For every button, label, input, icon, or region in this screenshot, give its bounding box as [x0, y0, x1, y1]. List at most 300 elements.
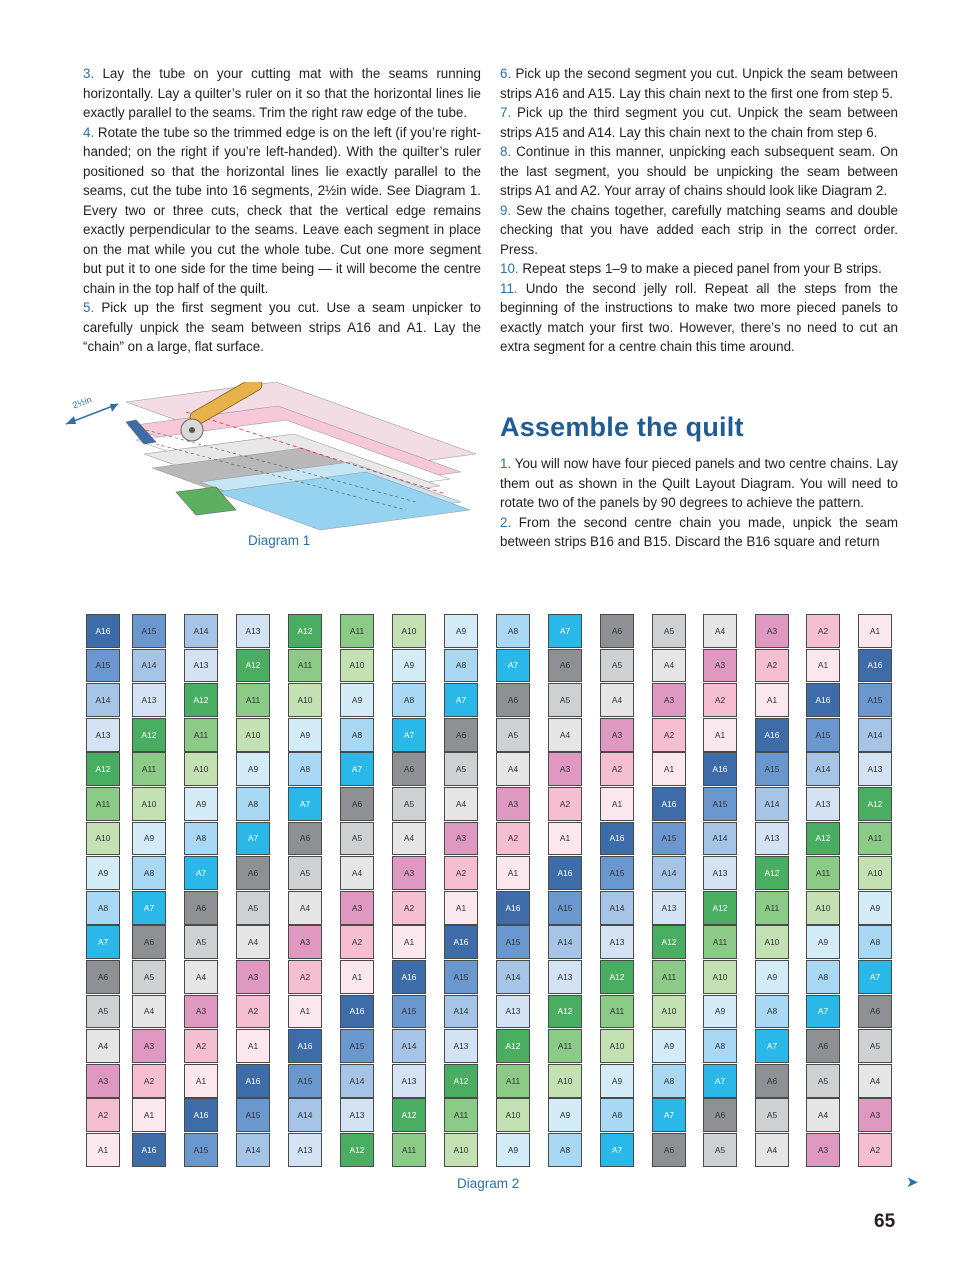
strip-square: A7: [392, 718, 426, 752]
step-text: Pick up the third segment you cut. Unpick the seam between strips A15 and A14. Lay this chain next to the chain from step 6.: [500, 105, 898, 140]
strip-square: A10: [132, 787, 166, 821]
strip-square: A7: [858, 960, 892, 994]
step-number: 9.: [500, 202, 512, 218]
assemble-instructions: [500, 454, 898, 552]
strip-square: A6: [652, 1133, 686, 1167]
strip-square: A11: [548, 1029, 582, 1063]
strip-square: A3: [132, 1029, 166, 1063]
strip-square: A14: [392, 1029, 426, 1063]
strip-square: A5: [340, 822, 374, 856]
instruction-step: [83, 64, 481, 123]
strip-square: A16: [652, 787, 686, 821]
strip-square: A2: [548, 787, 582, 821]
step-number: 4.: [83, 124, 95, 140]
strip-square: A7: [236, 822, 270, 856]
instruction-step: [500, 454, 898, 513]
strip-square: A8: [392, 683, 426, 717]
strip-square: A1: [548, 822, 582, 856]
strip-square: A16: [444, 925, 478, 959]
strip-square: A7: [755, 1029, 789, 1063]
strip-square: A13: [806, 787, 840, 821]
strip-square: A8: [548, 1133, 582, 1167]
strip-square: A10: [652, 995, 686, 1029]
strip-square: A3: [858, 1098, 892, 1132]
strip-square: A9: [288, 718, 322, 752]
strip-square: A16: [236, 1064, 270, 1098]
step-number: 11.: [500, 280, 518, 296]
strip-square: A12: [132, 718, 166, 752]
strip-square: A7: [652, 1098, 686, 1132]
strip-square: A5: [392, 787, 426, 821]
strip-square: A14: [86, 683, 120, 717]
instructions-left-column: [83, 64, 481, 357]
strip-square: A8: [652, 1064, 686, 1098]
strip-square: A14: [184, 614, 218, 648]
strip-square: A12: [288, 614, 322, 648]
instruction-step: [500, 201, 898, 260]
strip-square: A15: [858, 683, 892, 717]
strip-square: A4: [340, 856, 374, 890]
strip-square: A6: [340, 787, 374, 821]
strip-square: A12: [755, 856, 789, 890]
strip-square: A14: [444, 995, 478, 1029]
strip-square: A9: [132, 822, 166, 856]
strip-square: A2: [236, 995, 270, 1029]
strip-square: A13: [236, 614, 270, 648]
strip-square: A15: [184, 1133, 218, 1167]
step-text: Sew the chains together, carefully matching seams and double checking that you have added each strip in the correct order. Press.: [500, 202, 898, 257]
strip-square: A8: [703, 1029, 737, 1063]
strip-square: A3: [755, 614, 789, 648]
strip-square: A10: [858, 856, 892, 890]
strip-square: A5: [703, 1133, 737, 1167]
strip-square: A9: [600, 1064, 634, 1098]
strip-square: A5: [858, 1029, 892, 1063]
strip-square: A12: [496, 1029, 530, 1063]
strip-square: A2: [496, 822, 530, 856]
step-text: From the second centre chain you made, unpick the seam between strips B16 and B15. Discard the B16 square and return: [500, 514, 898, 549]
strip-square: A8: [858, 925, 892, 959]
strip-square: A12: [340, 1133, 374, 1167]
strip-square: A12: [184, 683, 218, 717]
strip-square: A5: [86, 995, 120, 1029]
strip-square: A11: [392, 1133, 426, 1167]
strip-square: A1: [86, 1133, 120, 1167]
strip-square: A14: [288, 1098, 322, 1132]
strip-square: A14: [236, 1133, 270, 1167]
strip-square: A16: [548, 856, 582, 890]
strip-square: A2: [858, 1133, 892, 1167]
strip-square: A11: [858, 822, 892, 856]
strip-square: A14: [806, 752, 840, 786]
strip-square: A2: [755, 649, 789, 683]
strip-square: A15: [600, 856, 634, 890]
strip-square: A6: [86, 960, 120, 994]
strip-square: A10: [703, 960, 737, 994]
strip-square: A1: [184, 1064, 218, 1098]
strip-square: A16: [132, 1133, 166, 1167]
instruction-step: [500, 259, 898, 279]
strip-square: A13: [86, 718, 120, 752]
strip-square: A4: [184, 960, 218, 994]
strip-square: A11: [340, 614, 374, 648]
strip-square: A2: [652, 718, 686, 752]
strip-square: A15: [132, 614, 166, 648]
strip-square: A7: [444, 683, 478, 717]
step-text: Pick up the first segment you cut. Use a seam unpicker to carefully unpick the seam between strips A16 and A1. Lay the “chain” on a large, flat surface.: [83, 300, 481, 354]
strip-square: A11: [444, 1098, 478, 1132]
step-text: Continue in this manner, unpicking each subsequent seam. On the last segment, you should be unpicking the seam between strips A1 and A2. Your array of chains should look like Diagram 2.: [500, 144, 898, 198]
strip-square: A15: [806, 718, 840, 752]
strip-square: A10: [600, 1029, 634, 1063]
step-text: You will now have four pieced panels and two centre chains. Lay them out as shown in the Quilt Layout Diagram. You will need to rotate two of the panels by 90 degrees to achieve the pattern.: [500, 456, 898, 510]
strip-square: A13: [444, 1029, 478, 1063]
strip-square: A12: [548, 995, 582, 1029]
strip-square: A6: [755, 1064, 789, 1098]
strip-square: A11: [755, 891, 789, 925]
strip-square: A4: [703, 614, 737, 648]
strip-square: A3: [236, 960, 270, 994]
instruction-step: [83, 123, 481, 299]
strip-square: A12: [86, 752, 120, 786]
strip-square: A11: [86, 787, 120, 821]
strip-square: A16: [496, 891, 530, 925]
strip-square: A7: [288, 787, 322, 821]
page-number: 65: [874, 1211, 896, 1232]
strip-square: A12: [392, 1098, 426, 1132]
strip-square: A5: [132, 960, 166, 994]
strip-square: A3: [392, 856, 426, 890]
strip-square: A9: [703, 995, 737, 1029]
strip-square: A11: [496, 1064, 530, 1098]
step-number: 2.: [500, 514, 512, 530]
strip-square: A4: [132, 995, 166, 1029]
strip-square: A13: [392, 1064, 426, 1098]
strip-square: A15: [444, 960, 478, 994]
strip-square: A3: [652, 683, 686, 717]
strip-square: A1: [806, 649, 840, 683]
strip-square: A6: [132, 925, 166, 959]
strip-square: A2: [444, 856, 478, 890]
strip-square: A6: [184, 891, 218, 925]
diagram2-caption: Diagram 2: [457, 1176, 520, 1191]
strip-square: A7: [496, 649, 530, 683]
strip-square: A15: [496, 925, 530, 959]
strip-square: A7: [548, 614, 582, 648]
strip-square: A15: [340, 1029, 374, 1063]
strip-square: A8: [236, 787, 270, 821]
step-number: 5.: [83, 300, 95, 315]
strip-square: A2: [806, 614, 840, 648]
strip-square: A4: [496, 752, 530, 786]
strip-square: A3: [548, 752, 582, 786]
step-text: Pick up the second segment you cut. Unpick the seam between strips A16 and A15. Lay this chain next to the first one from step 5.: [500, 66, 898, 101]
strip-square: A10: [806, 891, 840, 925]
strip-square: A15: [703, 787, 737, 821]
strip-square: A7: [703, 1064, 737, 1098]
step-text: Undo the second jelly roll. Repeat all the steps from the beginning of the instructions to make two more pieced panels to exactly match your first two. However, there’s no need to cut an extra segment for a centre chain this time around.: [500, 280, 898, 354]
strip-square: A13: [132, 683, 166, 717]
strip-square: A5: [236, 891, 270, 925]
strip-square: A7: [340, 752, 374, 786]
strip-square: A8: [288, 752, 322, 786]
strip-square: A1: [288, 995, 322, 1029]
strip-square: A1: [444, 891, 478, 925]
strip-square: A6: [548, 649, 582, 683]
measure-label: 2½in: [71, 394, 93, 411]
strip-square: A10: [86, 822, 120, 856]
instruction-step: [500, 513, 898, 552]
strip-square: A14: [652, 856, 686, 890]
step-number: 7.: [500, 105, 512, 120]
step-text: Repeat steps 1–9 to make a pieced panel from your B strips.: [518, 261, 882, 276]
strip-square: A4: [600, 683, 634, 717]
strip-square: A15: [548, 891, 582, 925]
strip-square: A10: [184, 752, 218, 786]
strip-square: A10: [236, 718, 270, 752]
strip-square: A7: [600, 1133, 634, 1167]
strip-square: A5: [444, 752, 478, 786]
strip-square: A6: [600, 614, 634, 648]
strip-square: A6: [236, 856, 270, 890]
strip-square: A5: [184, 925, 218, 959]
strip-square: A3: [340, 891, 374, 925]
strip-square: A4: [236, 925, 270, 959]
strip-square: A15: [755, 752, 789, 786]
strip-square: A4: [548, 718, 582, 752]
strip-square: A8: [184, 822, 218, 856]
strip-square: A16: [858, 649, 892, 683]
strip-square: A14: [548, 925, 582, 959]
strip-square: A13: [184, 649, 218, 683]
instruction-step: [500, 142, 898, 201]
strip-square: A4: [392, 822, 426, 856]
strip-square: A2: [392, 891, 426, 925]
strip-square: A14: [496, 960, 530, 994]
strip-square: A11: [703, 925, 737, 959]
instructions-right-column: [500, 64, 898, 357]
strip-square: A12: [236, 649, 270, 683]
strip-square: A9: [496, 1133, 530, 1167]
strip-square: A8: [496, 614, 530, 648]
strip-square: A10: [444, 1133, 478, 1167]
strip-square: A14: [755, 787, 789, 821]
strip-square: A9: [340, 683, 374, 717]
strip-square: A3: [703, 649, 737, 683]
step-text: Lay the tube on your cutting mat with the seams running horizontally. Lay a quilter’s ruler on it so that the horizontal lines lie exactly parallel to the seams. Trim the right raw edge of the tube.: [83, 66, 481, 120]
strip-square: A13: [755, 822, 789, 856]
strip-square: A6: [806, 1029, 840, 1063]
strip-square: A13: [340, 1098, 374, 1132]
next-page-arrow-icon[interactable]: ➤: [906, 1174, 919, 1191]
strip-square: A2: [184, 1029, 218, 1063]
strip-square: A11: [184, 718, 218, 752]
strip-square: A9: [755, 960, 789, 994]
strip-square: A13: [652, 891, 686, 925]
strip-square: A2: [288, 960, 322, 994]
strip-square: A12: [806, 822, 840, 856]
step-number: 1.: [500, 456, 512, 471]
strip-square: A2: [132, 1064, 166, 1098]
strip-square: A1: [858, 614, 892, 648]
strip-square: A14: [600, 891, 634, 925]
strip-square: A16: [392, 960, 426, 994]
instruction-step: [500, 103, 898, 142]
strip-square: A3: [86, 1064, 120, 1098]
strip-square: A1: [340, 960, 374, 994]
fabric-tube: [126, 382, 476, 530]
strip-square: A4: [755, 1133, 789, 1167]
strip-square: A3: [444, 822, 478, 856]
strip-square: A8: [340, 718, 374, 752]
strip-square: A6: [496, 683, 530, 717]
strip-square: A15: [86, 649, 120, 683]
strip-square: A10: [340, 649, 374, 683]
strip-square: A16: [288, 1029, 322, 1063]
strip-square: A8: [600, 1098, 634, 1132]
strip-square: A8: [806, 960, 840, 994]
strip-square: A1: [392, 925, 426, 959]
strip-square: A14: [703, 822, 737, 856]
strip-square: A12: [652, 925, 686, 959]
strip-square: A9: [806, 925, 840, 959]
strip-square: A15: [288, 1064, 322, 1098]
strip-square: A10: [496, 1098, 530, 1132]
section-heading: Assemble the quilt: [500, 412, 744, 442]
strip-square: A6: [392, 752, 426, 786]
strip-square: A16: [806, 683, 840, 717]
step-number: 3.: [83, 66, 95, 81]
strip-square: A13: [288, 1133, 322, 1167]
strip-square: A10: [548, 1064, 582, 1098]
strip-square: A13: [496, 995, 530, 1029]
strip-square: A3: [496, 787, 530, 821]
strip-square: A16: [340, 995, 374, 1029]
instruction-step: [83, 298, 481, 357]
strip-square: A1: [755, 683, 789, 717]
strip-square: A8: [132, 856, 166, 890]
strip-square: A9: [548, 1098, 582, 1132]
strip-square: A5: [496, 718, 530, 752]
strip-square: A9: [86, 856, 120, 890]
strip-square: A2: [86, 1098, 120, 1132]
strip-square: A6: [288, 822, 322, 856]
strip-square: A15: [236, 1098, 270, 1132]
strip-square: A14: [858, 718, 892, 752]
strip-square: A11: [132, 752, 166, 786]
strip-square: A7: [132, 891, 166, 925]
strip-square: A9: [444, 614, 478, 648]
strip-square: A13: [600, 925, 634, 959]
strip-square: A9: [652, 1029, 686, 1063]
strip-square: A9: [392, 649, 426, 683]
strip-square: A16: [755, 718, 789, 752]
strip-square: A1: [236, 1029, 270, 1063]
strip-square: A10: [755, 925, 789, 959]
strip-square: A1: [600, 787, 634, 821]
strip-square: A9: [858, 891, 892, 925]
strip-square: A4: [288, 891, 322, 925]
strip-square: A5: [548, 683, 582, 717]
strip-square: A4: [86, 1029, 120, 1063]
strip-square: A2: [340, 925, 374, 959]
strip-square: A6: [858, 995, 892, 1029]
strip-square: A1: [652, 752, 686, 786]
strip-square: A1: [703, 718, 737, 752]
strip-square: A6: [444, 718, 478, 752]
strip-square: A14: [132, 649, 166, 683]
strip-square: A5: [806, 1064, 840, 1098]
strip-square: A15: [652, 822, 686, 856]
strip-square: A12: [858, 787, 892, 821]
strip-square: A7: [806, 995, 840, 1029]
instruction-step: [500, 279, 898, 357]
strip-square: A11: [288, 649, 322, 683]
strip-square: A3: [288, 925, 322, 959]
instruction-step: [500, 64, 898, 103]
strip-square: A10: [288, 683, 322, 717]
step-number: 8.: [500, 144, 512, 159]
strip-square: A15: [392, 995, 426, 1029]
step-number: 10.: [500, 261, 519, 276]
strip-square: A8: [755, 995, 789, 1029]
strip-square: A12: [703, 891, 737, 925]
strip-square: A16: [184, 1098, 218, 1132]
strip-square: A6: [703, 1098, 737, 1132]
strip-square: A5: [652, 614, 686, 648]
strip-square: A10: [392, 614, 426, 648]
strip-square: A8: [444, 649, 478, 683]
strip-square: A8: [86, 891, 120, 925]
strip-square: A1: [496, 856, 530, 890]
strip-square: A16: [86, 614, 120, 648]
strip-square: A11: [236, 683, 270, 717]
strip-square: A16: [703, 752, 737, 786]
strip-square: A7: [184, 856, 218, 890]
strip-square: A5: [755, 1098, 789, 1132]
strip-square: A14: [340, 1064, 374, 1098]
strip-square: A1: [132, 1098, 166, 1132]
strip-square: A16: [600, 822, 634, 856]
strip-square: A2: [600, 752, 634, 786]
diagram1-illustration: [66, 382, 506, 532]
strip-square: A9: [184, 787, 218, 821]
strip-square: A13: [858, 752, 892, 786]
strip-square: A13: [548, 960, 582, 994]
strip-square: A11: [600, 995, 634, 1029]
strip-square: A3: [184, 995, 218, 1029]
strip-square: A4: [444, 787, 478, 821]
strip-square: A2: [703, 683, 737, 717]
strip-square: A12: [444, 1064, 478, 1098]
strip-square: A13: [703, 856, 737, 890]
strip-square: A4: [806, 1098, 840, 1132]
strip-square: A12: [600, 960, 634, 994]
strip-square: A3: [600, 718, 634, 752]
strip-square: A11: [652, 960, 686, 994]
strip-square: A11: [806, 856, 840, 890]
strip-square: A9: [236, 752, 270, 786]
strip-square: A3: [806, 1133, 840, 1167]
strip-square: A4: [858, 1064, 892, 1098]
step-text: Rotate the tube so the trimmed edge is on the left (if you’re right-handed; on the right if you’re left-handed). With the quilter’s ruler positioned so that the horizontal lines lie exactly parallel to the seams, cut the tube into 16 segments, 2½in wide. See Diagram 1. Every two or three cuts, check that the vertical edge remains exactly perpendicular to the seams. Leave each segment in place on the mat while you cut the whole tube. Cut one more segment but put it to one side for the time being — it will become the centre chain in the top half of the quilt.: [83, 124, 481, 296]
strip-square: A5: [600, 649, 634, 683]
diagram1-caption: Diagram 1: [248, 533, 311, 548]
strip-square: A7: [86, 925, 120, 959]
strip-square: A5: [288, 856, 322, 890]
strip-square: A4: [652, 649, 686, 683]
step-number: 6.: [500, 66, 512, 81]
